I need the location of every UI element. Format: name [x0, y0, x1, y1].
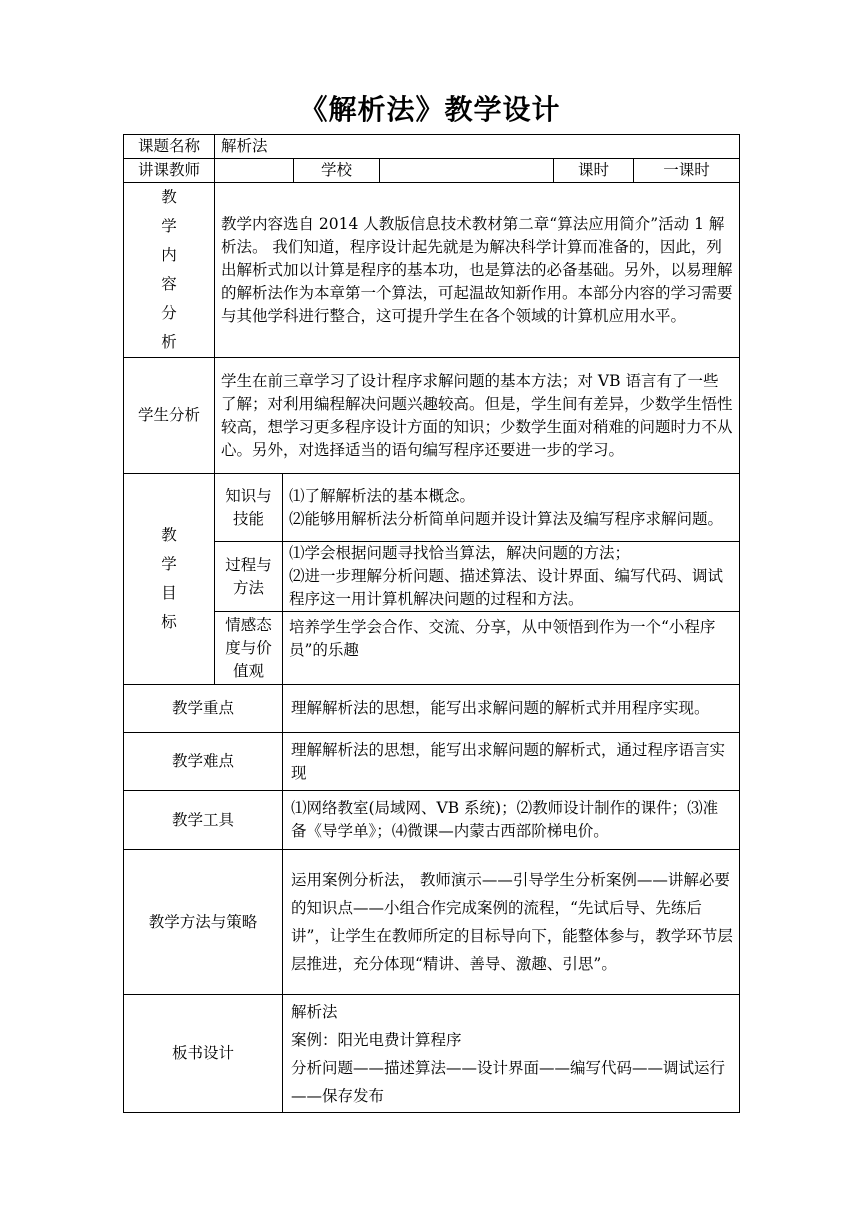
school-label: 学校 [294, 159, 380, 183]
goal-process-text: ⑴学会根据问题寻找恰当算法，解决问题的方法； ⑵进一步理解分析问题、描述算法、设计界面、编写代码、调试程序这一用计算机解决问题的过程和方法。 [283, 542, 740, 612]
school-value [380, 159, 554, 183]
board-text: 解析法 案例：阳光电费计算程序 分析问题——描述算法——设计界面——编写代码——调试运行——保存发布 [283, 995, 740, 1113]
goal-attitude-text: 培养学生学会合作、交流、分享，从中领悟到作为一个“小程序员”的乐趣 [283, 612, 740, 685]
row-board [124, 995, 740, 1113]
page-title: 《解析法》教学设计 [299, 93, 561, 126]
teacher-value [215, 159, 294, 183]
goal-knowledge-label: 知识与技能 [215, 474, 283, 542]
student-analysis-label: 学生分析 [124, 358, 215, 474]
row-student-analysis [124, 358, 740, 474]
content-analysis-text: 教学内容选自 2014 人教版信息技术教材第二章“算法应用简介”活动 1 解析法。 我们知道，程序设计起先就是为解决科学计算而准备的，因此，列出解析式加以计算是程序的基本功，也是算法的必备基础。另外，以易理解的解析法作为本章第一个算法，可起温故知新作用。本部分内容的学习需要与其他学科进行整合，这可提升学生在各个领域的计算机应用水平。 [215, 183, 740, 358]
board-label: 板书设计 [124, 995, 283, 1113]
row-key-points [124, 685, 740, 733]
goal-knowledge-text: ⑴了解解析法的基本概念。 ⑵能够用解析法分析简单问题并设计算法及编写程序求解问题。 [283, 474, 740, 542]
row-methods [124, 850, 740, 995]
student-analysis-text: 学生在前三章学习了设计程序求解问题的基本方法；对 VB 语言有了一些了解；对利用编程解决问题兴趣较高。但是，学生间有差异，少数学生悟性较高，想学习更多程序设计方面的知识；少数学生面对稍难的问题时力不从心。另外，对选择适当的语句编写程序还要进一步的学习。 [215, 358, 740, 474]
lesson-plan-table [123, 134, 740, 1113]
row-teacher [124, 159, 740, 183]
goals-label: 教 学 目 标 [124, 474, 215, 685]
goal-attitude-label: 情感态度与价值观 [215, 612, 283, 685]
methods-label: 教学方法与策略 [124, 850, 283, 995]
row-tools [124, 791, 740, 850]
key-points-text: 理解解析法的思想，能写出求解问题的解析式并用程序实现。 [283, 685, 740, 733]
content-analysis-label: 教 学 内 容 分 析 [124, 183, 215, 358]
difficulties-label: 教学难点 [124, 733, 283, 791]
row-difficulties [124, 733, 740, 791]
row-course-name [124, 135, 740, 159]
difficulties-text: 理解解析法的思想，能写出求解问题的解析式，通过程序语言实现 [283, 733, 740, 791]
key-points-label: 教学重点 [124, 685, 283, 733]
hours-label: 课时 [554, 159, 634, 183]
hours-value: 一课时 [634, 159, 740, 183]
tools-text: ⑴网络教室(局域网、VB 系统)；⑵教师设计制作的课件；⑶准备《导学单》；⑷微课—内蒙古西部阶梯电价。 [283, 791, 740, 850]
row-goal-attitude [124, 612, 740, 685]
row-goal-knowledge [124, 474, 740, 542]
tools-label: 教学工具 [124, 791, 283, 850]
course-name-label: 课题名称 [124, 135, 215, 159]
course-name-value: 解析法 [215, 135, 740, 159]
row-goal-process [124, 542, 740, 612]
row-content-analysis [124, 183, 740, 358]
methods-text: 运用案例分析法， 教师演示——引导学生分析案例——讲解必要的知识点——小组合作完成案例的流程，“先试后导、先练后讲”，让学生在教师所定的目标导向下，能整体参与，教学环节层层推进，充分体现“精讲、善导、激趣、引思”。 [283, 850, 740, 995]
teacher-label: 讲课教师 [124, 159, 215, 183]
goal-process-label: 过程与方法 [215, 542, 283, 612]
